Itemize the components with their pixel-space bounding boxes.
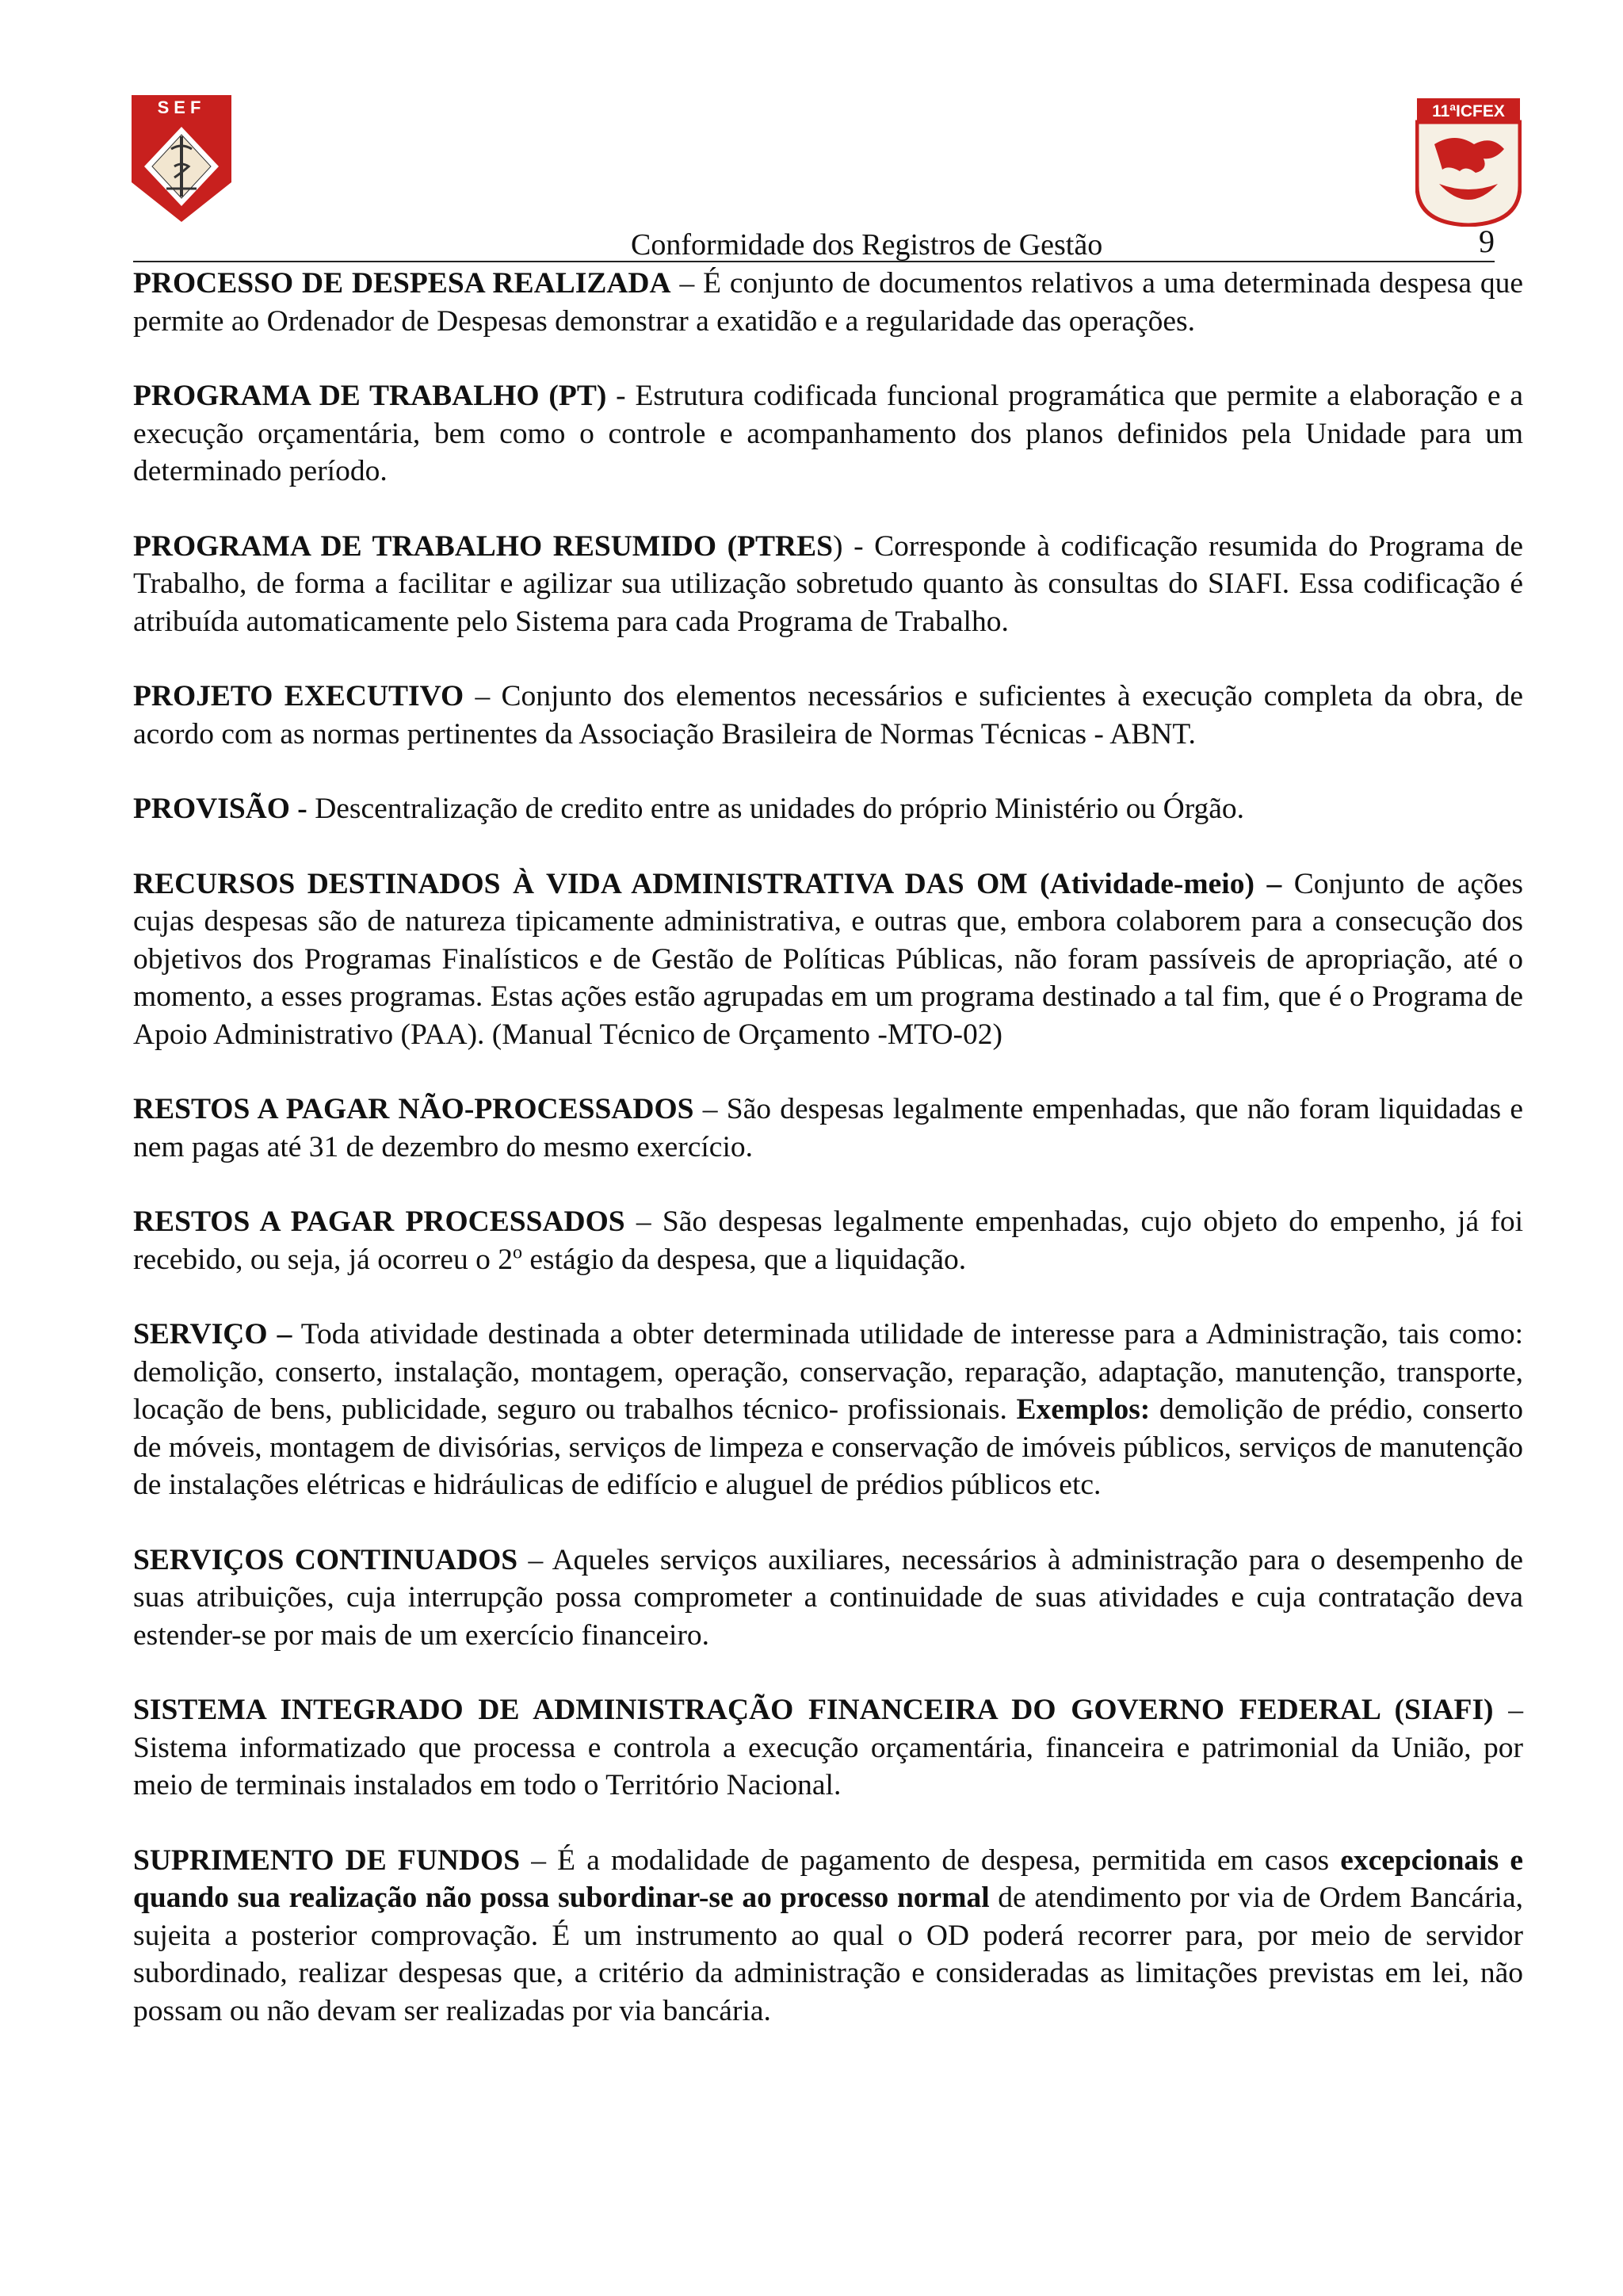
glossary-entry [133, 1091, 1523, 1166]
entry-term: PROVISÃO - [133, 793, 307, 825]
glossary-entry [133, 1203, 1523, 1278]
entry-term: SERVIÇO – [133, 1318, 292, 1350]
glossary-entry [133, 865, 1523, 1054]
entry-term: SERVIÇOS CONTINUADOS [133, 1543, 518, 1576]
glossary-entry [133, 790, 1523, 828]
glossary-entry [133, 1316, 1523, 1504]
entry-emphasis: Exemplos: [1016, 1393, 1151, 1426]
entry-definition-continued: de atendimento por via de Ordem Bancária, sujeita a posterior comprovação. É um instrumento ao qual o OD poderá recorrer para, por meio de servidor subordinado, realizar despesas que, a critério da administração e consideradas as limitações previstas em lei, não possam ou não devam ser realizadas por via bancária. [133, 1881, 1523, 2027]
entry-definition: Descentralização de credito entre as unidades do próprio Ministério ou Órgão. [307, 793, 1245, 825]
running-header [133, 224, 1495, 262]
glossary-entry [133, 1541, 1523, 1655]
icfex-emblem-logo [1415, 97, 1522, 227]
glossary-entry [133, 528, 1523, 641]
glossary-entry [133, 377, 1523, 491]
glossary-entry [133, 1842, 1523, 2030]
entry-term: PROJETO EXECUTIVO [133, 680, 464, 712]
entry-term: PROGRAMA DE TRABALHO (PT) [133, 380, 607, 412]
sef-emblem-logo [132, 95, 231, 222]
entry-definition: ) - Corresponde à codificação resumida do Programa de Trabalho, de forma a facilitar e agilizar sua utilização sobretudo quanto às consultas do SIAFI. Essa codificação é atribuída automaticamente pelo Sistema para cada Programa de Trabalho. [133, 529, 1523, 638]
entry-term: RECURSOS DESTINADOS À VIDA ADMINISTRATIVA DAS OM (Atividade-meio) – [133, 867, 1282, 900]
entry-term: SISTEMA INTEGRADO DE ADMINISTRAÇÃO FINANCEIRA DO GOVERNO FEDERAL (SIAFI) [133, 1694, 1494, 1726]
entry-definition: – É a modalidade de pagamento de despesa, permitida em casos [520, 1843, 1341, 1877]
svg-text:SEF: SEF [157, 97, 206, 117]
header-title: Conformidade dos Registros de Gestão [631, 228, 1103, 262]
glossary-content [133, 265, 1523, 2067]
entry-term: PROGRAMA DE TRABALHO RESUMIDO (PTRES [133, 529, 833, 563]
entry-definition-continued: demolição de prédio, conserto de móveis, montagem de divisórias, serviços de limpeza e conservação de imóveis públicos, serviços de manutenção de instalações elétricas e hidráulicas de edifício e aluguel de prédios públicos etc. [133, 1393, 1523, 1501]
svg-text:11ªICFEX: 11ªICFEX [1432, 102, 1505, 120]
page-number: 9 [1479, 223, 1495, 259]
entry-term: SUPRIMENTO DE FUNDOS [133, 1843, 521, 1877]
glossary-entry [133, 1691, 1523, 1805]
entry-term: PROCESSO DE DESPESA REALIZADA [133, 267, 671, 300]
entry-definition: Conjunto de ações cujas despesas são de natureza tipicamente administrativa, e outras que, embora colaborem para a consecução dos objetivos dos Programas Finalísticos e de Gestão de Políticas Públicas, não foram passíveis de apropriação, até o momento, a esses programas. Estas ações estão agrupadas em um programa destinado a tal fim, que é o Programa de Apoio Administrativo (PAA). (Manual Técnico de Orçamento -MTO-02) [133, 867, 1523, 1051]
entry-term: RESTOS A PAGAR PROCESSADOS [133, 1205, 625, 1238]
entry-term: RESTOS A PAGAR NÃO-PROCESSADOS [133, 1093, 694, 1125]
entry-definition: – Conjunto dos elementos necessários e suficientes à execução completa da obra, de acordo com as normas pertinentes da Associação Brasileira de Normas Técnicas - ABNT. [133, 680, 1523, 751]
entry-definition: – É conjunto de documentos relativos a uma determinada despesa que permite ao Ordenador de Despesas demonstrar a exatidão e a regularidade das operações. [133, 267, 1524, 338]
ordinal-superscript: o [512, 1242, 522, 1263]
glossary-entry [133, 678, 1523, 753]
entry-definition-continued: estágio da despesa, que a liquidação. [521, 1243, 967, 1276]
entry-definition: – São despesas legalmente empenhadas, cujo objeto do empenho, já foi recebido, ou seja, já ocorreu o 2 [133, 1205, 1523, 1276]
glossary-entry [133, 265, 1523, 340]
entry-definition: – São despesas legalmente empenhadas, que não foram liquidadas e nem pagas até 31 de dezembro do mesmo exercício. [133, 1093, 1523, 1163]
entry-emphasis: excepcionais e quando sua realização não possa subordinar-se ao processo normal [133, 1843, 1523, 1914]
entry-definition: Toda atividade destinada a obter determinada utilidade de interesse para a Administração, tais como: demolição, conserto, instalação, montagem, operação, conservação, reparação, adaptação, manutenção, transporte, locação de bens, publicidade, seguro ou trabalhos técnico- profissionais. [133, 1318, 1523, 1426]
entry-definition: – Aqueles serviços auxiliares, necessários à administração para o desempenho de suas atribuições, cuja interrupção possa comprometer a continuidade de suas atividades e cuja contratação deva estender-se por mais de um exercício financeiro. [133, 1543, 1523, 1652]
entry-definition: - Estrutura codificada funcional programática que permite a elaboração e a execução orçamentária, bem como o controle e acompanhamento dos planos definidos pela Unidade para um determinado período. [133, 380, 1523, 487]
entry-definition: – Sistema informatizado que processa e controla a execução orçamentária, financeira e patrimonial da União, por meio de terminais instalados em todo o Território Nacional. [133, 1694, 1524, 1801]
